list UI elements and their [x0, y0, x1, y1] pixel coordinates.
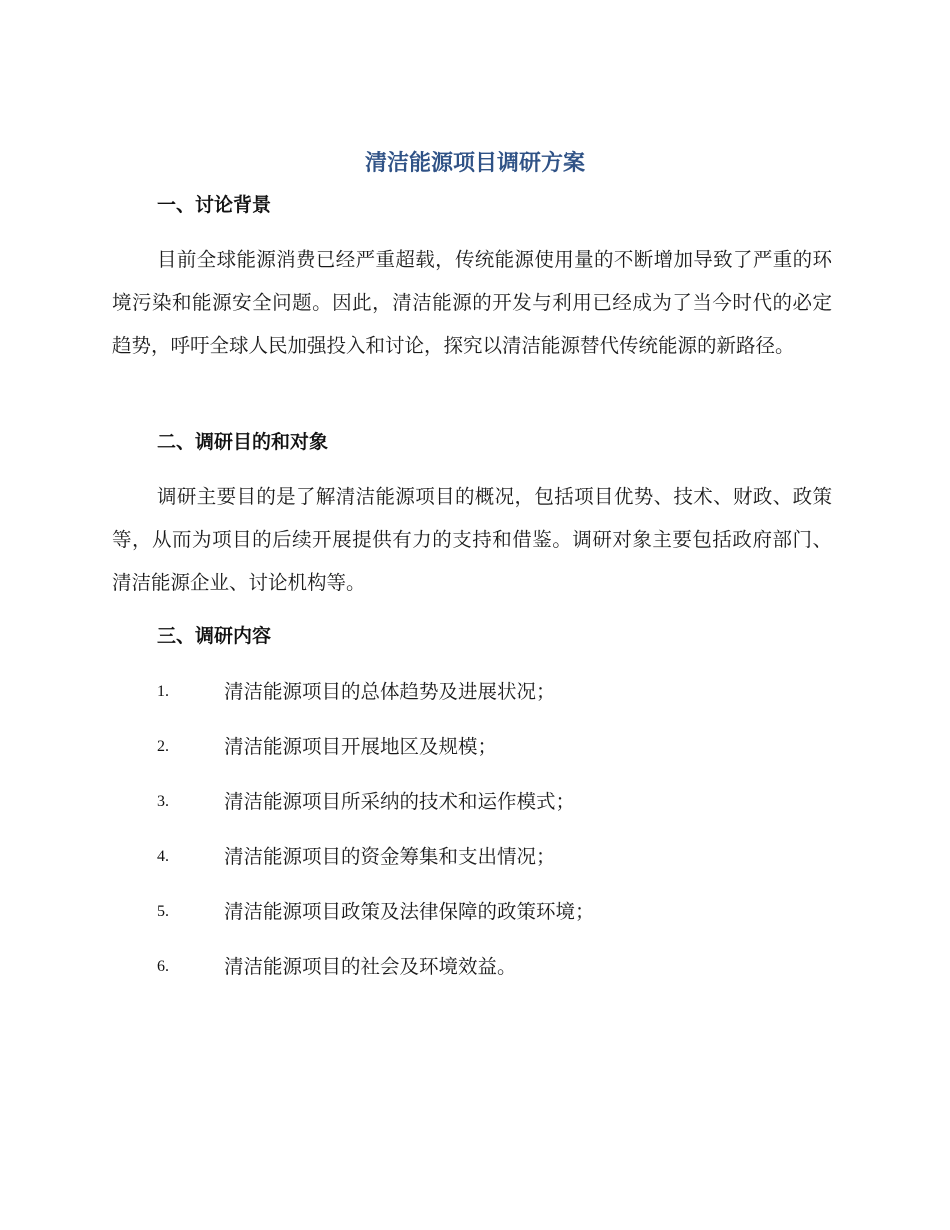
list-item-number: 6.: [157, 958, 169, 975]
list-item-number: 5.: [157, 903, 169, 920]
list-item: [0, 836, 950, 891]
list-item-text: 清洁能源项目的社会及环境效益。: [224, 955, 517, 978]
section-heading-content: 三、调研内容: [157, 625, 272, 647]
list-item: [0, 726, 950, 781]
list-item-text: 清洁能源项目的总体趋势及进展状况；: [224, 680, 556, 703]
list-item-number: 1.: [157, 683, 169, 700]
list-item-text: 清洁能源项目的资金筹集和支出情况；: [224, 845, 556, 868]
section-paragraph-background: 目前全球能源消费已经严重超载，传统能源使用量的不断增加导致了严重的环境污染和能源安全问题。因此，清洁能源的开发与利用已经成为了当今时代的必定趋势，呼吁全球人民加强投入和讨论，探究以清洁能源替代传统能源的新路径。: [112, 248, 832, 357]
section-heading-background: 一、讨论背景: [157, 194, 272, 216]
list-item-text: 清洁能源项目政策及法律保障的政策环境；: [224, 900, 595, 923]
section-paragraph-purpose: 调研主要目的是了解清洁能源项目的概况，包括项目优势、技术、财政、政策等，从而为项目的后续开展提供有力的支持和借鉴。调研对象主要包括政府部门、清洁能源企业、讨论机构等。: [112, 485, 832, 594]
list-item-text: 清洁能源项目开展地区及规模；: [224, 735, 498, 758]
list-item-text: 清洁能源项目所采纳的技术和运作模式；: [224, 790, 576, 813]
list-item-number: 2.: [157, 738, 169, 755]
list-item: [0, 946, 950, 1001]
list-item-number: 3.: [157, 793, 169, 810]
list-item: [0, 671, 950, 726]
section-heading-purpose: 二、调研目的和对象: [157, 431, 329, 453]
list-item-number: 4.: [157, 848, 169, 865]
research-content-list: [0, 671, 950, 1001]
document-title: 清洁能源项目调研方案: [364, 151, 585, 176]
list-item: [0, 891, 950, 946]
list-item: [0, 781, 950, 836]
